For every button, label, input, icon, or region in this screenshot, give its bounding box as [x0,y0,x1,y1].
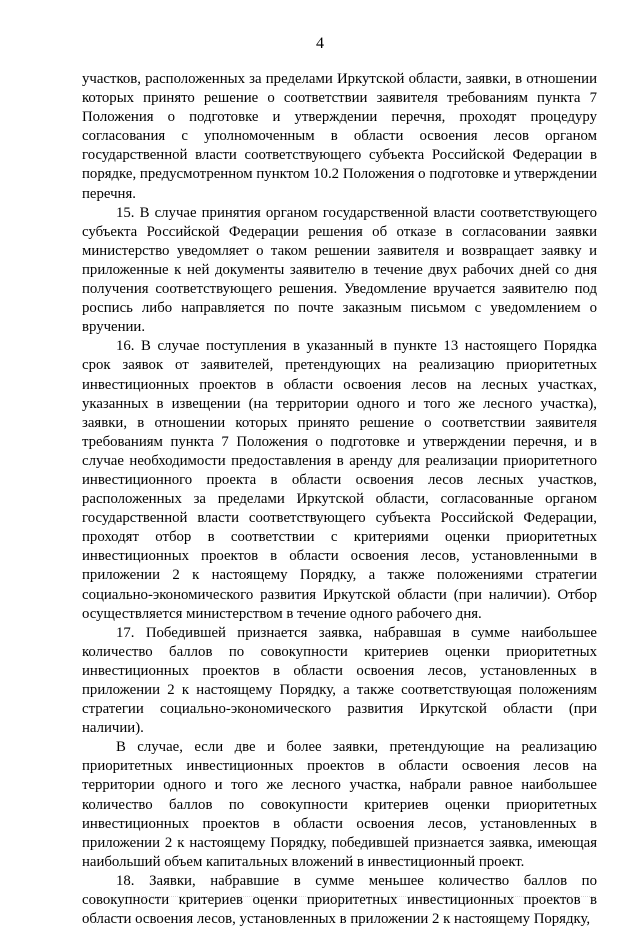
scan-footer-artifact [126,896,596,901]
page-number: 4 [316,35,324,52]
paragraph-16: 16. В случае поступления в указанный в пункте 13 настоящего Порядка срок заявок от заявителей, претендующих на реализацию приоритетных инвестиционных проектов в области освоения лесов на лесных участках, указанных в извещении (на территории одного и того же лесного участка), заявки, в отношении которых принято решение о соответствии заявителя требованиям пункта 7 Положения о подготовке и утверждении перечня, и в случае необходимости предоставления в аренду для реализации приоритетного инвестиционного проекта в области освоения лесов лесных участков, расположенных за пределами Иркутской области, согласованные органом государственной власти соответствующего субъекта Российской Федерации, проходят отбор в соответствии с критериями оценки приоритетных инвестиционных проектов в области освоения лесов, установленными в приложении 2 к настоящему Порядку, а также положениями стратегии социально-экономического развития Иркутской области (при наличии). Отбор осуществляется министерством в течение одного рабочего дня. [82,338,597,622]
paragraph-17: 17. Победившей признается заявка, набравшая в сумме наибольшее количество баллов по совокупности критериев оценки приоритетных инвестиционных проектов в области освоения лесов, установленных в приложении 2 к настоящему Порядку, а также соответствующая положениям стратегии социально-экономического развития Иркутской области (при наличии). [82,624,597,737]
paragraph-continuation: участков, расположенных за пределами Иркутской области, заявки, в отношении которых принято решение о соответствии заявителя требованиям пункта 7 Положения о подготовке и утверждении перечня, проходят процедуру согласования с уполномоченным в области освоения лесов органом государственной власти соответствующего субъекта Российской Федерации в порядке, предусмотренном пунктом 10.2 Положения о подготовке и утверждении перечня. [82,71,597,202]
paragraph-15: 15. В случае принятия органом государственной власти соответствующего субъекта Российской Федерации решения об отказе в согласовании заявки министерство уведомляет о таком решении заявителя и возвращает заявку и приложенные к ней документы заявителю в течение двух рабочих дней со дня получения соответствующего решения. Уведомление вручается заявителю под роспись либо направляется по почте заказным письмом с уведомлением о вручении. [82,204,597,336]
paragraph-17-second: В случае, если две и более заявки, претендующие на реализацию приоритетных инвестиционных проектов в области освоения лесов на территории одного и того же лесного участка, набрали равное наибольшее количество баллов по совокупности критериев оценки приоритетных инвестиционных проектов в области освоения лесов, установленных в приложении 2 к настоящему Порядку, победившей признается заявка, имеющая наибольший объем капитальных вложений в инвестиционный проект. [82,739,597,870]
paragraph-18: 18. Заявки, набравшие в сумме меньшее количество баллов по совокупности критериев оценки приоритетных инвестиционных проектов в области освоения лесов, установленных в приложении 2 к настоящему Порядку, [82,872,597,928]
document-body [82,70,597,929]
